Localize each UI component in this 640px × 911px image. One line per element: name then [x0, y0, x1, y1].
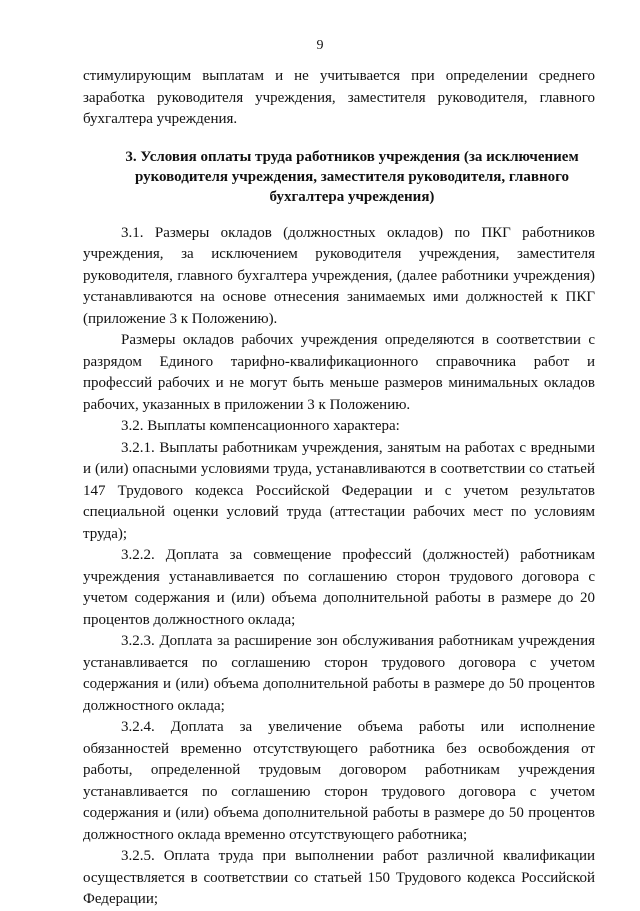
paragraph-3-2: 3.2. Выплаты компенсационного характера:	[121, 418, 400, 434]
paragraph-3-2-2: 3.2.2. Доплата за совмещение профессий (должностей) работникам учреждения устанавливается по соглашению сторон трудового договора с учетом содержания и (или) объема дополнительной работы в размере до 20 процентов должностного оклада;	[83, 547, 595, 628]
page-number: 9	[316, 38, 324, 53]
paragraph-3-2-3: 3.2.3. Доплата за расширение зон обслуживания работникам учреждения устанавливается по соглашению сторон трудового договора с учетом содержания и (или) объема дополнительной работы в размере до 50 процентов должностного оклада;	[83, 633, 595, 714]
paragraph-3-2-5: 3.2.5. Оплата труда при выполнении работ различной квалификации осуществляется в соответствии со статьей 150 Трудового кодекса Российской Федерации;	[83, 848, 595, 907]
document-body	[83, 66, 595, 911]
paragraph-3-2-4: 3.2.4. Доплата за увеличение объема работы или исполнение обязанностей временно отсутствующего работника без освобождения от работы, определенной трудовым договором работникам учреждения устанавливается по соглашению сторон трудового договора с учетом содержания и (или) объема дополнительной работы в размере до 50 процентов должностного оклада временно отсутствующего работника;	[83, 719, 595, 843]
intro-paragraph: стимулирующим выплатам и не учитывается при определении среднего заработка руководителя учреждения, заместителя руководителя, главного бухгалтера учреждения.	[83, 68, 595, 127]
paragraph-3-2-1: 3.2.1. Выплаты работникам учреждения, занятым на работах с вредными и (или) опасными условиями труда, устанавливаются в соответствии со статьей 147 Трудового кодекса Российской Федерации и с учетом результатов специальной оценки условий труда (аттестации рабочих мест по условиям труда);	[83, 439, 595, 542]
paragraph-worker-salaries: Размеры окладов рабочих учреждения определяются в соответствии с разрядом Единого тарифно-квалификационного справочника работ и профессий рабочих и не могут быть меньше размеров минимальных окладов рабочих, указанных в приложении 3 к Положению.	[83, 332, 595, 413]
paragraph-3-1: 3.1. Размеры окладов (должностных окладов) по ПКГ работников учреждения, за исключением руководителя учреждения, заместителя руководителя, главного бухгалтера учреждения, (далее работники учреждения) устанавливаются на основе отнесения занимаемых ими должностей к ПКГ (приложение 3 к Положению).	[83, 224, 595, 327]
section-heading: 3. Условия оплаты труда работников учреждения (за исключением руководителя учреждения, заместителя руководителя, главного бухгалтера учреждения)	[125, 148, 579, 205]
